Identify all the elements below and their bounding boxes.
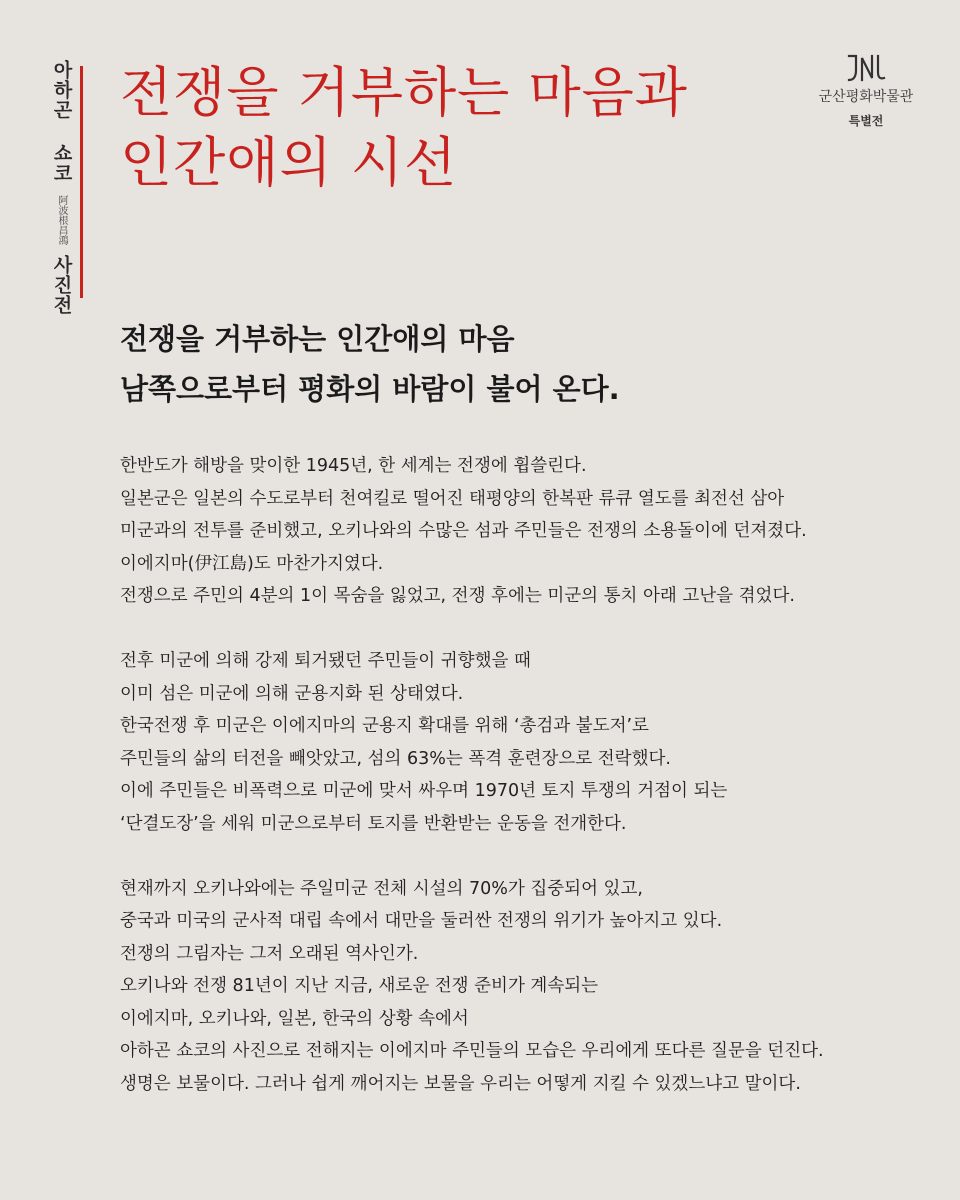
side-exhibition-label: 사진전 xyxy=(50,255,73,315)
text-line: 현재까지 오키나와에는 주일미군 전체 시설의 70%가 집중되어 있고, xyxy=(120,878,643,899)
text-line: 이미 섬은 미군에 의해 군용지화 된 상태였다. xyxy=(120,683,464,704)
text-line: ‘단결도장’을 세워 미군으로부터 토지를 반환받는 운동을 전개한다. xyxy=(120,813,627,834)
text-line: 한반도가 해방을 맞이한 1945년, 한 세계는 전쟁에 휩쓸린다. xyxy=(120,456,587,476)
text-line: 미군과의 전투를 준비했고, 오키나와의 수많은 섬과 주민들은 전쟁의 소용돌이에 던져졌다. xyxy=(120,521,807,541)
subtitle-line-2: 남쪽으로부터 평화의 바람이 불어 온다. xyxy=(120,372,620,406)
text-line: 중국과 미국의 군사적 대립 속에서 대만을 둘러싼 전쟁의 위기가 높아지고 있다. xyxy=(120,911,723,931)
text-line: 이에지마, 오키나와, 일본, 한국의 상황 속에서 xyxy=(120,1008,469,1029)
side-artist-hanja: 阿波根昌鴻 xyxy=(56,195,67,245)
museum-name: 군산평화박물관 xyxy=(818,89,914,105)
text-line: 일본군은 일본의 수도로부터 천여킬로 떨어진 태평양의 한복판 류큐 열도를 최전선 삼아 xyxy=(120,488,785,509)
subtitle-line-1: 전쟁을 거부하는 인간애의 마음 xyxy=(120,322,515,356)
text-line: 전후 미군에 의해 강제 퇴거됐던 주민들이 귀향했을 때 xyxy=(120,651,531,671)
museum-logo-icon xyxy=(846,54,886,82)
red-vertical-rule xyxy=(80,66,83,298)
page-title xyxy=(120,58,780,198)
side-artist-name: 아하곤 쇼코 xyxy=(50,60,73,183)
museum-logo xyxy=(806,54,926,129)
paragraph-1 xyxy=(120,450,940,613)
paragraph-2 xyxy=(120,645,940,840)
text-line: 주민들의 삶의 터전을 빼앗았고, 섬의 63%는 폭격 훈련장으로 전락했다. xyxy=(120,748,671,769)
side-label xyxy=(44,60,78,315)
special-exhibition-label: 특별전 xyxy=(848,114,884,128)
text-line: 전쟁의 그림자는 그저 오래된 역사인가. xyxy=(120,943,419,964)
text-line: 생명은 보물이다. 그러나 쉽게 깨어지는 보물을 우리는 어떻게 지킬 수 있겠느냐고 말이다. xyxy=(120,1073,801,1094)
paragraph-3 xyxy=(120,873,940,1101)
text-line: 아하곤 쇼코의 사진으로 전해지는 이에지마 주민들의 모습은 우리에게 또다른 질문을 던진다. xyxy=(120,1041,824,1061)
subtitle xyxy=(120,314,900,414)
text-line: 한국전쟁 후 미군은 이에지마의 군용지 확대를 위해 ‘총검과 불도저’로 xyxy=(120,716,649,736)
text-line: 전쟁으로 주민의 4분의 1이 목숨을 잃었고, 전쟁 후에는 미군의 통치 아래 고난을 겪었다. xyxy=(120,586,795,606)
body-text xyxy=(120,450,940,1133)
title-line-1: 전쟁을 거부하는 마음과 xyxy=(120,61,688,124)
text-line: 이에지마(伊江島)도 마찬가지였다. xyxy=(120,553,384,574)
title-line-2: 인간애의 시선 xyxy=(120,131,458,194)
text-line: 오키나와 전쟁 81년이 지난 지금, 새로운 전쟁 준비가 계속되는 xyxy=(120,976,599,996)
text-line: 이에 주민들은 비폭력으로 미군에 맞서 싸우며 1970년 토지 투쟁의 거점이 되는 xyxy=(120,781,728,801)
